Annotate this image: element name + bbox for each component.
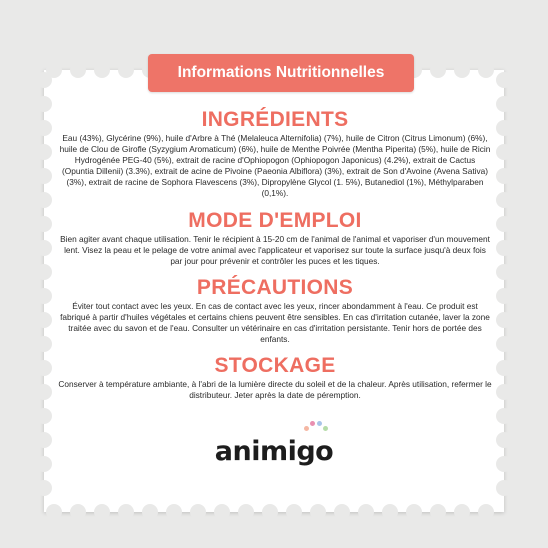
perforation-hole xyxy=(454,504,470,520)
perforation-hole xyxy=(36,240,52,256)
perforation-hole xyxy=(496,336,512,352)
perforation-hole xyxy=(70,62,86,78)
perforation-hole xyxy=(36,408,52,424)
perforation-hole xyxy=(36,336,52,352)
perforation-hole xyxy=(496,408,512,424)
section-text: Eau (43%), Glycérine (9%), huile d'Arbre à Thé (Melaleuca Alternifolia) (7%), huile de Citron (Citrus Limonum) (6%), huile de Clou de Girofle (Syzygium Aromaticum) (6%), huile de Menthe Poivrée (Mentha Piperita) (5%), huile de Ricin Hydrogénée PEG-40 (5%), extrait de racine d'Ophiopogon (Ophiopogon Japonicus) (4.2%), extrait de Cactus (Opuntia Dillenii) (3.3%), extrait de acine de Pivoine (Paeonia Albiflora) (3%), extrait de Son d'Avoine (Avena Sativa) (3%), extrait de racine de Sophora Flavescens (3%), Dipropylène Glycol (1. 5%), Butanediol (1%), Méthylparaben (0,1%). xyxy=(59,133,491,199)
perforation-hole xyxy=(430,62,446,78)
section-text: Bien agiter avant chaque utilisation. Tenir le récipient à 15-20 cm de l'animal de l'animal et vaporiser d'un mouvement lent. Visez la peau et le pelage de votre animal avec l'applicateur et vaporisez sur toute la surface jusqu'à deux fois par jour pour prévenir et contrôler les puces et les tiques. xyxy=(60,233,490,266)
perforation-hole xyxy=(142,504,158,520)
perforation-hole xyxy=(286,504,302,520)
perforation-hole xyxy=(496,72,512,88)
perforation-hole xyxy=(214,504,230,520)
perforation-hole xyxy=(36,360,52,376)
perforation-hole xyxy=(36,216,52,232)
perforation-hole xyxy=(36,96,52,112)
perforation-hole xyxy=(382,504,398,520)
banner-title xyxy=(148,54,414,92)
perforation-hole xyxy=(496,288,512,304)
perforation-hole xyxy=(262,504,278,520)
perforation-hole xyxy=(496,144,512,160)
perforation-hole xyxy=(496,192,512,208)
section-heading: STOCKAGE xyxy=(214,354,336,378)
perforation-hole xyxy=(334,504,350,520)
section-precautions xyxy=(58,276,492,345)
perforation-hole xyxy=(118,62,134,78)
section-ingredients xyxy=(58,108,492,200)
section-mode-emploi xyxy=(58,209,492,267)
perforation-hole xyxy=(496,312,512,328)
perforation-hole xyxy=(238,504,254,520)
perforation-hole xyxy=(190,504,206,520)
section-heading: PRÉCAUTIONS xyxy=(196,275,354,299)
perforation-hole xyxy=(94,62,110,78)
perforation-hole xyxy=(496,240,512,256)
perforation-hole xyxy=(36,288,52,304)
perforation-hole xyxy=(166,504,182,520)
perforation-hole xyxy=(454,62,470,78)
section-heading: INGRÉDIENTS xyxy=(201,108,349,131)
perforation-hole xyxy=(430,504,446,520)
perforation-hole xyxy=(36,264,52,280)
perforation-hole xyxy=(478,62,494,78)
perforation-hole xyxy=(358,504,374,520)
perforation-hole xyxy=(94,504,110,520)
perforation-hole xyxy=(36,312,52,328)
perforation-hole xyxy=(496,216,512,232)
perforation-hole xyxy=(36,192,52,208)
perforation-hole xyxy=(496,96,512,112)
perforation-hole xyxy=(46,504,62,520)
perforation-hole xyxy=(496,120,512,136)
perforation-hole xyxy=(496,480,512,496)
perforation-hole xyxy=(36,144,52,160)
perforation-hole xyxy=(36,72,52,88)
perforation-hole xyxy=(496,360,512,376)
perforation-hole xyxy=(70,504,86,520)
section-text: Conserver à température ambiante, à l'abri de la lumière directe du soleil et de la chaleur. Après utilisation, refermer le distributeur. Jeter après la date de péremption. xyxy=(58,379,492,401)
perforation-hole xyxy=(118,504,134,520)
perforation-hole xyxy=(36,120,52,136)
perforation-hole xyxy=(496,384,512,400)
perforation-hole xyxy=(36,480,52,496)
perforation-hole xyxy=(36,384,52,400)
section-text: Éviter tout contact avec les yeux. En cas de contact avec les yeux, rincer abondamment à l'eau. Ce produit est fabriqué à partir d'huiles végétales et certains chiens peuvent être sensibles. En cas d'irritation cutanée, laver la zone traitée avec du savon et de l'eau. Consulter un vétérinaire en cas d'irritation persistante. Tenir hors de portée des enfants. xyxy=(60,300,490,345)
content xyxy=(58,108,492,410)
perforation-hole xyxy=(406,504,422,520)
perforation-hole xyxy=(496,168,512,184)
section-heading: MODE D'EMPLOI xyxy=(188,208,362,232)
perforation-hole xyxy=(36,168,52,184)
brand-logo xyxy=(0,436,548,467)
section-stockage xyxy=(58,354,492,401)
perforation-hole xyxy=(478,504,494,520)
logo-text: animigo xyxy=(214,436,334,467)
perforation-hole xyxy=(496,264,512,280)
banner-title-text: Informations Nutritionnelles xyxy=(177,64,385,81)
perforation-hole xyxy=(310,504,326,520)
